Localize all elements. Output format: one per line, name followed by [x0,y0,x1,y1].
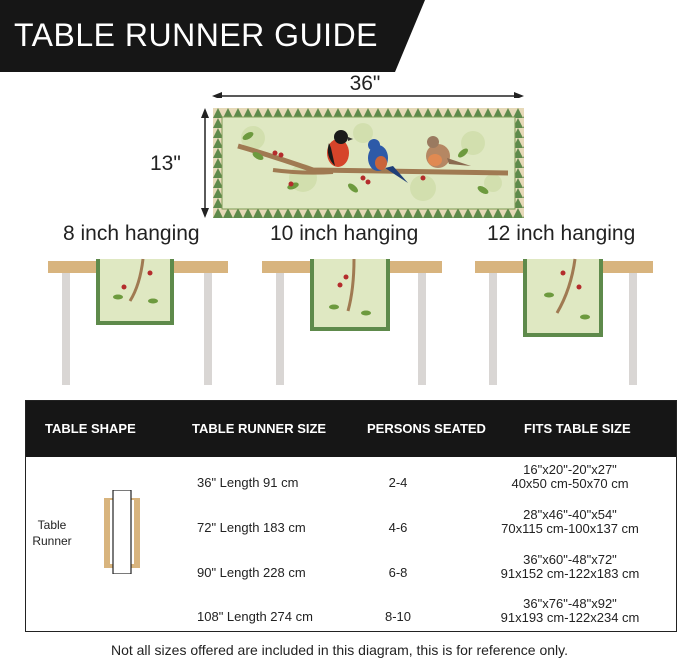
row-4-persons: 8-10 [384,609,412,624]
table-scene-8-inch [48,255,228,390]
header-runner-size: TABLE RUNNER SIZE [192,421,327,436]
row-3-size: 90" Length 228 cm [197,565,306,580]
hanging-label-8: 8 inch hanging [63,222,200,245]
table-header [26,401,676,457]
row-2-persons: 4-6 [388,520,408,535]
header-persons-seated: PERSONS SEATED [367,421,486,436]
row-3-fit-inches: 36"x60"-48"x72" [523,552,617,567]
height-label: 13" [150,152,181,175]
row-4-size: 108" Length 274 cm [197,609,313,624]
row-2-fit-inches: 28"x46"-40"x54" [523,507,617,522]
row-1-fit-inches: 16"x20"-20"x27" [523,462,617,477]
page-title: TABLE RUNNER GUIDE [14,17,379,53]
table-runner-shape-icon [100,490,144,574]
row-4-fit-inches: 36"x76"-48"x92" [523,596,617,611]
footnote: Not all sizes offered are included in this diagram, this is for reference only. [110,642,569,658]
table-scene-12-inch [475,255,655,390]
row-2-fit-cm: 70x115 cm-100x137 cm [501,521,639,536]
row-3-fit-cm: 91x152 cm-122x183 cm [500,566,640,581]
runner-illustration [213,108,524,218]
row-4-fit-cm: 91x193 cm-122x234 cm [500,610,640,625]
row-2-size: 72" Length 183 cm [197,520,306,535]
header-table-shape: TABLE SHAPE [45,421,136,436]
row-1-fit-cm: 40x50 cm-50x70 cm [511,476,629,491]
height-dimension-arrow [196,108,214,218]
table-scene-10-inch [262,255,442,390]
header-fits-table-size: FITS TABLE SIZE [524,421,631,436]
shape-label: Table Runner [32,518,72,548]
row-1-persons: 2-4 [388,475,408,490]
hanging-label-12: 12 inch hanging [487,222,636,245]
row-3-persons: 6-8 [388,565,408,580]
hanging-label-10: 10 inch hanging [270,222,419,245]
width-label: 36" [349,72,381,95]
row-1-size: 36" Length 91 cm [197,475,299,490]
